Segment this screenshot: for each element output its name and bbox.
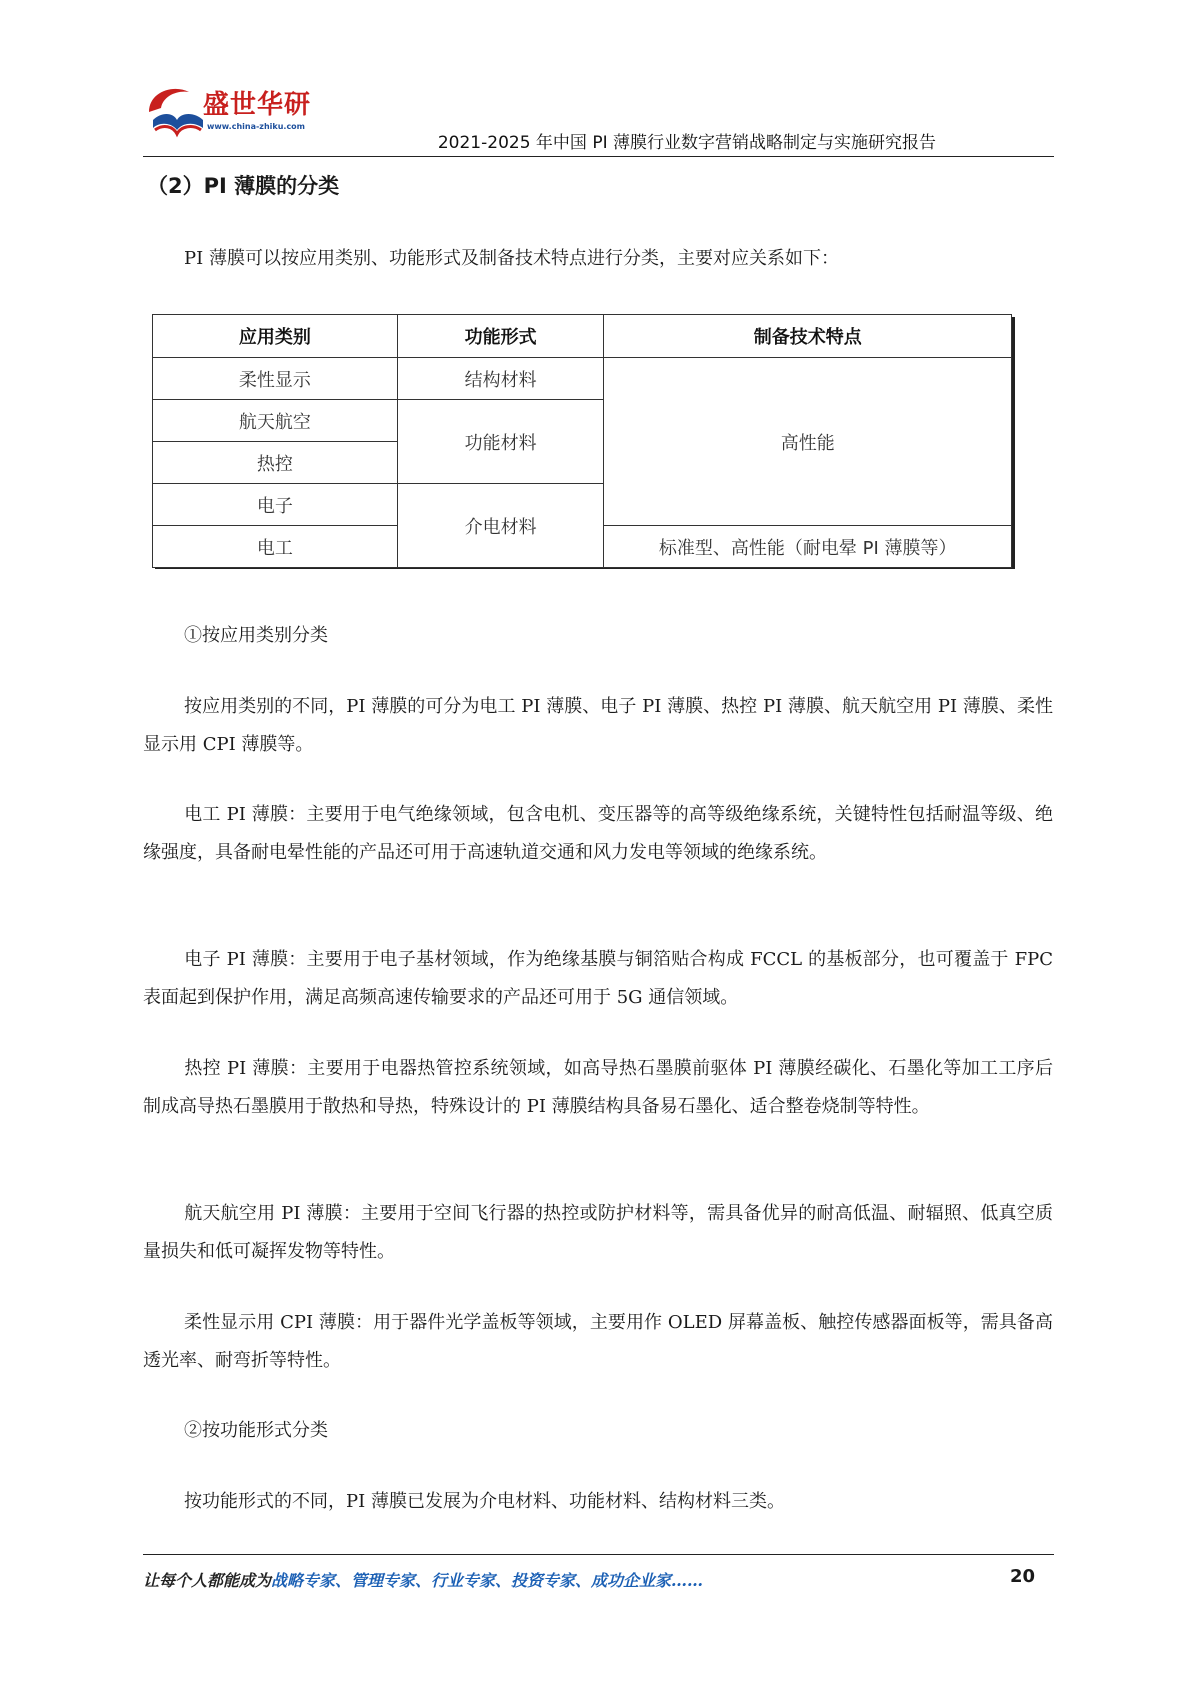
logo-emblem-icon (143, 82, 211, 140)
slogan-highlight: 战略专家、管理专家、行业专家、投资专家、成功企业家…… (271, 1571, 704, 1590)
paragraph (143, 796, 1053, 872)
header-divider (143, 156, 1054, 157)
cell-application: 热控 (153, 442, 398, 484)
cell-feature: 标准型、高性能（耐电晕 PI 薄膜等） (604, 526, 1012, 568)
cell-form: 结构材料 (397, 358, 604, 400)
table-row (153, 358, 1012, 400)
table-header-row (153, 315, 1012, 358)
cell-application: 航天航空 (153, 400, 398, 442)
paragraph (143, 941, 1053, 1017)
cell-form: 功能材料 (397, 400, 604, 484)
logo-url: www.china-zhiku.com (207, 122, 306, 131)
intro-text: PI 薄膜可以按应用类别、功能形式及制备技术特点进行分类，主要对应关系如下： (184, 248, 839, 269)
paragraph-text: 柔性显示用 CPI 薄膜：用于器件光学盖板等领域，主要用作 OLED 屏幕盖板、触控传感器面板等，需具备高透光率、耐弯折等特性。 (143, 1312, 1053, 1371)
paragraph (143, 688, 1053, 764)
paragraph-text: 按功能形式的不同，PI 薄膜已发展为介电材料、功能材料、结构材料三类。 (184, 1491, 785, 1512)
cell-application: 柔性显示 (153, 358, 398, 400)
logo-name: 盛世华研 (203, 90, 312, 120)
header-application: 应用类别 (153, 315, 398, 358)
subheading-text: ①按应用类别分类 (184, 625, 328, 646)
page-number: 20 (1010, 1566, 1036, 1587)
paragraph-text: 按应用类别的不同，PI 薄膜的可分为电工 PI 薄膜、电子 PI 薄膜、热控 PI 薄膜、航天航空用 PI 薄膜、柔性显示用 CPI 薄膜等。 (143, 696, 1053, 755)
slogan-lead: 让每个人都能成为 (143, 1571, 272, 1590)
footer-divider (143, 1554, 1054, 1555)
subheading-by-form (143, 1412, 1053, 1450)
cell-application: 电工 (153, 526, 398, 568)
header-feature: 制备技术特点 (604, 315, 1012, 358)
paragraph (143, 1304, 1053, 1380)
paragraph-text: 航天航空用 PI 薄膜：主要用于空间飞行器的热控或防护材料等，需具备优异的耐高低温、耐辐照、低真空质量损失和低可凝挥发物等特性。 (143, 1203, 1053, 1262)
section-heading: （2）PI 薄膜的分类 (147, 174, 340, 198)
cell-feature: 高性能 (604, 358, 1012, 526)
classification-table (152, 314, 1012, 568)
paragraph (143, 1483, 1053, 1521)
cell-application: 电子 (153, 484, 398, 526)
paragraph-text: 热控 PI 薄膜：主要用于电器热管控系统领域，如高导热石墨膜前驱体 PI 薄膜经碳化、石墨化等加工工序后制成高导热石墨膜用于散热和导热，特殊设计的 PI 薄膜结构具备易石墨化、适合整卷烧制等特性。 (143, 1058, 1053, 1117)
report-title: 2021-2025 年中国 PI 薄膜行业数字营销战略制定与实施研究报告 (437, 133, 936, 153)
subheading-by-application (143, 617, 1053, 655)
paragraph (143, 1195, 1053, 1271)
paragraph-text: 电子 PI 薄膜：主要用于电子基材领域，作为绝缘基膜与铜箔贴合构成 FCCL 的基板部分，也可覆盖于 FPC 表面起到保护作用，满足高频高速传输要求的产品还可用于 5G 通信领域。 (143, 949, 1053, 1008)
subheading-text: ②按功能形式分类 (184, 1420, 328, 1441)
company-logo (143, 82, 313, 144)
paragraph (143, 1050, 1053, 1126)
cell-form: 介电材料 (397, 484, 604, 568)
paragraph-text: 电工 PI 薄膜：主要用于电气绝缘领域，包含电机、变压器等的高等级绝缘系统，关键特性包括耐温等级、绝缘强度，具备耐电晕性能的产品还可用于高速轨道交通和风力发电等领域的绝缘系统。 (143, 804, 1053, 863)
footer-slogan (143, 1568, 703, 1591)
intro-paragraph (143, 240, 1053, 278)
header-form: 功能形式 (397, 315, 604, 358)
